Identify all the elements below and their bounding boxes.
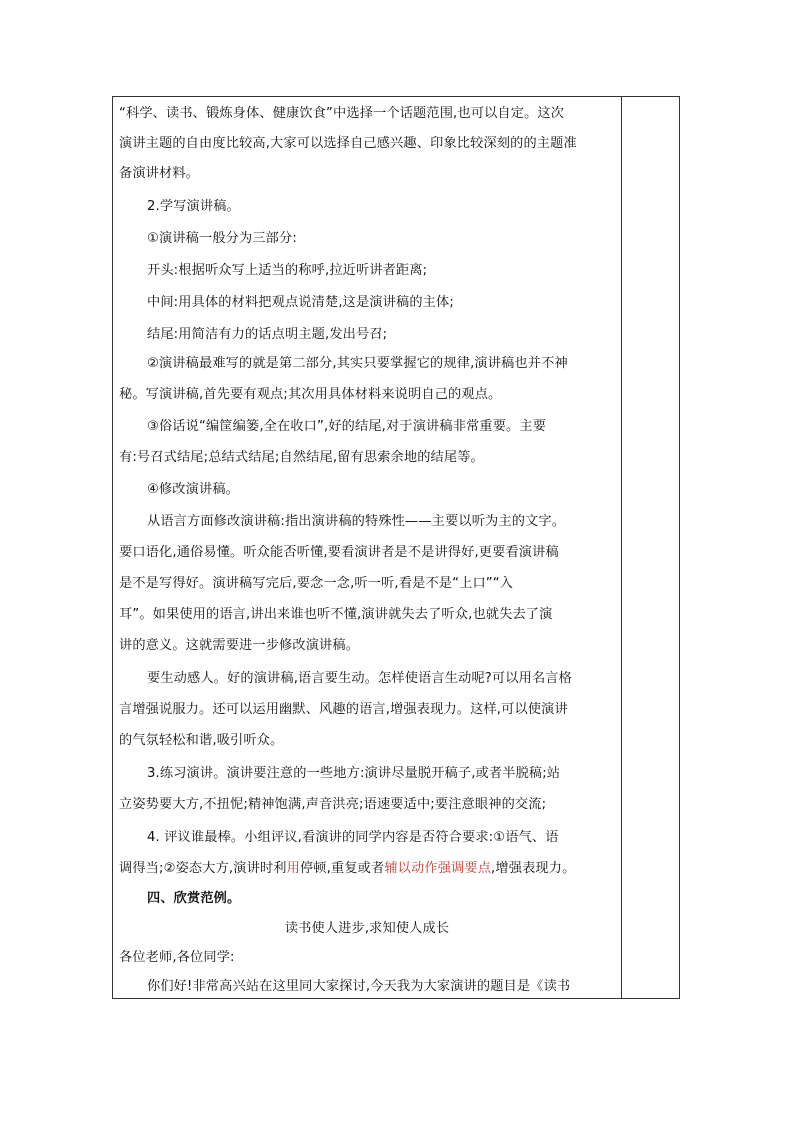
text-line: ①演讲稿一般分为三部分: xyxy=(147,231,297,246)
text-line: 有:号召式结尾;总结式结尾;自然结尾,留有思索余地的结尾等。 xyxy=(119,450,484,465)
text-line: 演讲主题的自由度比较高,大家可以选择自己感兴趣、印象比较深刻的的主题准 xyxy=(119,136,577,151)
text-line: 结尾:用简洁有力的话点明主题,发出号召; xyxy=(147,327,388,342)
text-span: ,增强表现力。 xyxy=(491,861,576,876)
text-line: 4. 评议谁最棒。小组评议,看演讲的同学内容是否符合要求:①语气、语 xyxy=(147,830,559,845)
text-line: 开头:根据听众写上适当的称呼,拉近听讲者距离; xyxy=(147,263,428,278)
text-span: 停顿,重复或者 xyxy=(299,861,385,876)
text-line: 讲的意义。这就需要进一步修改演讲稿。 xyxy=(119,638,360,653)
highlight-span: 用 xyxy=(286,861,300,876)
text-line: 3.练习演讲。演讲要注意的一些地方:演讲尽量脱开稿子,或者半脱稿;站 xyxy=(147,766,561,781)
text-line-mixed xyxy=(119,859,615,879)
column-divider xyxy=(621,97,622,998)
text-line: ④修改演讲稿。 xyxy=(147,482,239,497)
content-cell xyxy=(113,97,621,998)
text-line: 言增强说服力。还可以运用幽默、风趣的语言,增强表现力。这样,可以使演讲 xyxy=(119,702,568,717)
text-line: ②演讲稿最难写的就是第二部分,其实只要掌握它的规律,演讲稿也并不神 xyxy=(147,356,568,371)
salutation: 各位老师,各位同学: xyxy=(119,950,235,965)
text-line: 从语言方面修改演讲稿:指出演讲稿的特殊性——主要以听为主的文字。 xyxy=(147,514,566,529)
section-heading: 四、欣赏范例。 xyxy=(147,891,241,906)
text-line: 中间:用具体的材料把观点说清楚,这是演讲稿的主体; xyxy=(147,295,454,310)
text-line: 要口语化,通俗易懂。听众能否听懂,要看演讲者是不是讲得好,更要看演讲稿 xyxy=(119,545,559,560)
text-line: 你们好!非常高兴站在这里同大家探讨,今天我为大家演讲的题目是《读书 xyxy=(147,979,571,994)
text-line: ③俗话说“编筐编篓,全在收口”,好的结尾,对于演讲稿非常重要。主要 xyxy=(147,419,547,434)
text-line: “科学、读书、锻炼身体、健康饮食”中选择一个话题范围,也可以自定。这次 xyxy=(119,106,565,121)
text-line: 耳”。如果使用的语言,讲出来谁也听不懂,演讲就失去了听众,也就失去了演 xyxy=(119,607,553,622)
highlight-span: 辅以动作强调要点 xyxy=(384,861,492,876)
text-line: 立姿势要大方,不扭怩;精神饱满,声音洪亮;语速要适中;要注意眼神的交流; xyxy=(119,797,547,812)
lesson-table xyxy=(112,96,680,999)
text-span: 调得当;②姿态大方,演讲时利 xyxy=(119,861,287,876)
text-line: 要生动感人。好的演讲稿,语言要生动。怎样使语言生动呢?可以用名言格 xyxy=(147,671,572,686)
text-line: 2.学写演讲稿。 xyxy=(147,199,240,214)
text-line: 备演讲材料。 xyxy=(119,166,200,181)
text-line: 是不是写得好。演讲稿写完后,要念一念,听一听,看是不是“上口”“入 xyxy=(119,576,514,591)
text-line: 秘。写演讲稿,首先要有观点;其次用具体材料来说明自己的观点。 xyxy=(119,387,502,402)
speech-title: 读书使人进步,求知使人成长 xyxy=(284,921,450,936)
text-line: 的气氛轻松和谐,吸引听众。 xyxy=(119,733,284,748)
